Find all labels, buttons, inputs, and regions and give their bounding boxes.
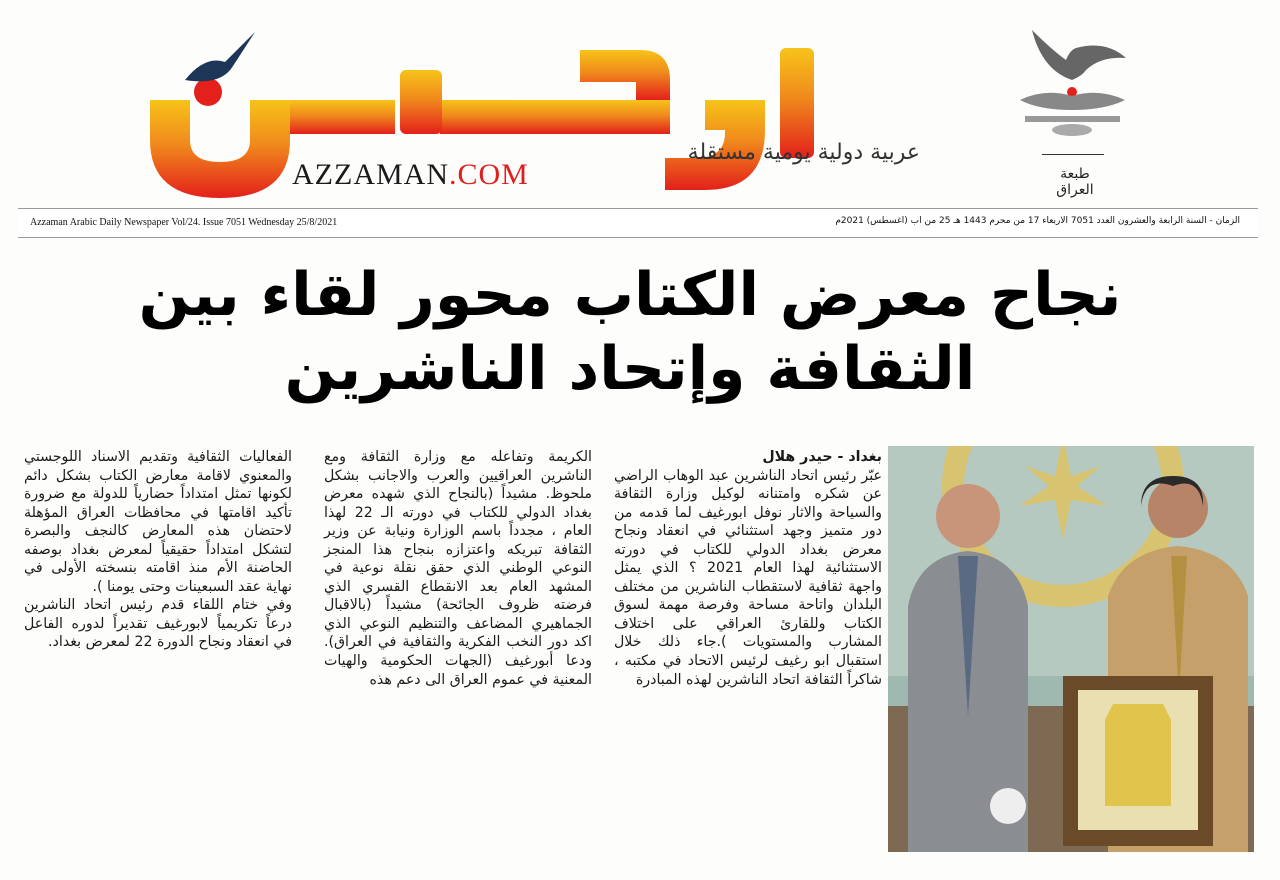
article-photo <box>888 446 1254 852</box>
edition-divider <box>1042 154 1104 155</box>
edition-label: طبعة العراق <box>1056 166 1094 198</box>
issue-info-english: Azzaman Arabic Daily Newspaper Vol/24. Issue 7051 Wednesday 25/8/2021 <box>30 217 338 228</box>
article-column-2-text: الكريمة وتفاعله مع وزارة الثقافة ومع الناشرين العراقيين والعرب والاجانب بشكل ملحوظ. مشيداً (بالنجاح الذي شهده معرض بغداد الدولي للكتاب في دورته الـ 22 لهذا العام ، مجدداً باسم الوزارة ونيابة عن وزير الثقافة تبريكه واعتزازه بنجاح هذا المنجز النوعي الوطني الذي حقق نقلة نوعية في المشهد العام بعد الانقطاع القسري الذي فرضته ظروف الجائحة) مشيداً (بالاقبال الجماهيري المضاعف والتنظيم النوعي الذي اكد دور النخب الفكرية والثقافية في العراق). ودعا أبورغيف (الجهات الحكومية والهيات المعنية في عموم العراق الى دعم هذه <box>324 449 592 688</box>
issue-info-arabic: الزمان - السنة الرابعة والعشرون العدد 7051 الاربعاء 17 من محرم 1443 هـ 25 من اب (اغسطس) 2021م <box>835 216 1240 226</box>
article-column-2 <box>324 448 592 689</box>
article-headline: نجاح معرض الكتاب محور لقاء بين الثقافة وإتحاد الناشرين <box>138 260 1122 404</box>
masthead <box>0 0 1280 205</box>
article-column-3 <box>24 448 292 652</box>
site-url: AZZAMAN.COM <box>292 158 529 191</box>
article-byline: بغداد - حيدر هلال <box>762 449 882 465</box>
article-column-3-text: الفعاليات الثقافية وتقديم الاسناد اللوجستي والمعنوي لاقامة معارض الكتاب بشكل دائم لكونها تمثل امتداداً حضارياً للدولة مع ضرورة تأكيد اقامتها في محافظات العراق المؤهلة لاحتضان هذه المعارض كالنجف والبصرة لتشكل امتداداً حقيقياً لمعرض بغداد بوصفه الحاضنة الأم منذ اقامته بنسخته الأولى في نهاية عقد السبعينات وحتى يومنا ). وفي ختام اللقاء قدم رئيس اتحاد الناشرين درعاً تكريمياً لابورغيف تقديراً لدوره الفاعل في انعقاد ونجاح الدورة 22 لمعرض بغداد. <box>24 449 292 651</box>
article-column-1-text: عبّر رئيس اتحاد الناشرين عبد الوهاب الراضي عن شكره وامتنانه لوكيل وزارة الثقافة والسياحة والاثار نوفل ابورغيف لما قدمه من دور متميز وجهد استثنائي في انعقاد ونجاح معرض بغداد الدولي للكتاب في دورته الاستثنائية لهذا العام 2021 ؟ الذي يمثل واجهة ثقافية لاستقطاب الناشرين من مختلف البلدان واتاحة مساحة وفرصة مهمة لسوق الكتاب وللقارئ العراقي على اختلاف المشارب والمستويات ).جاء ذلك خلال استقبال ابو رغيف لرئيس الاتحاد في مكتبه ، شاكراً الثقافة اتحاد الناشرين لهذه المبادرة <box>614 467 882 688</box>
masthead-tagline: عربية دولية يومية مستقلة <box>687 140 920 165</box>
eagle-emblem-icon <box>1010 20 1135 140</box>
article-column-1 <box>614 448 882 689</box>
